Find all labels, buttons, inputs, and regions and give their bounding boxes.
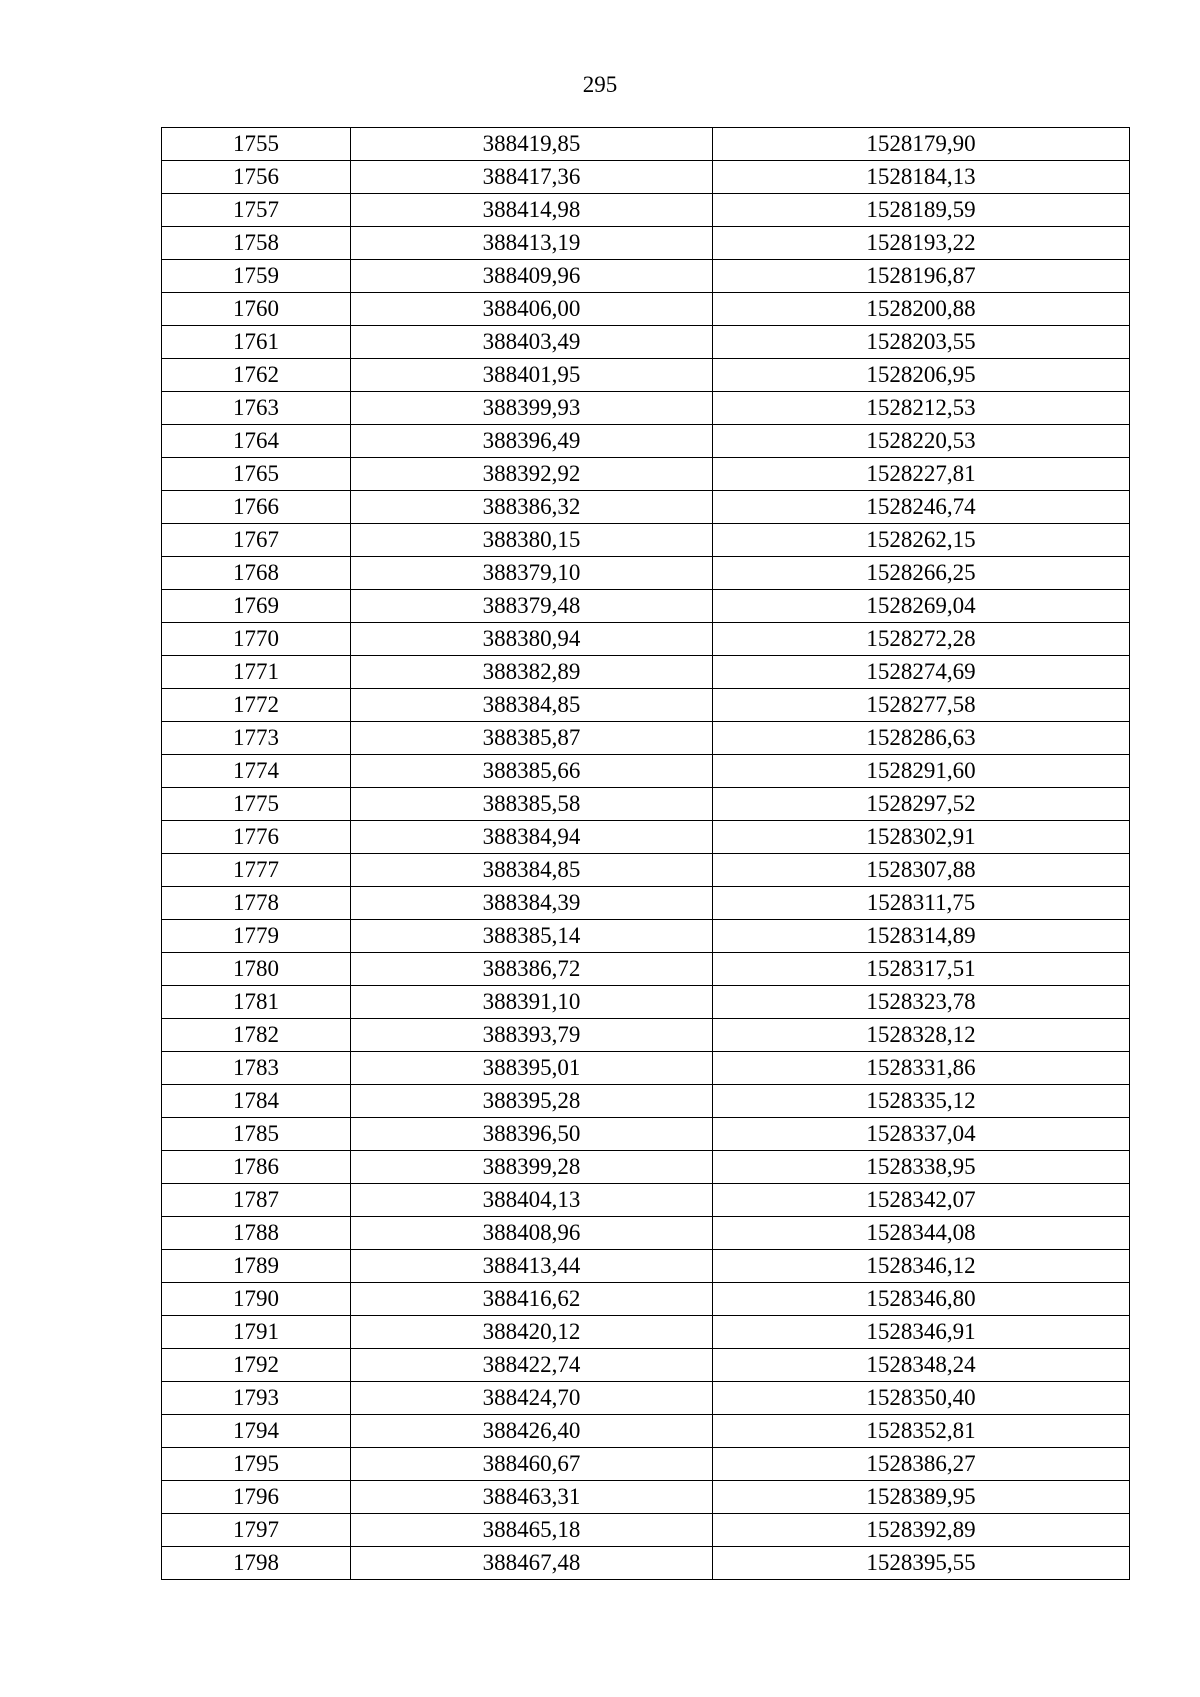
table-row bbox=[162, 1547, 1130, 1580]
table-row bbox=[162, 1415, 1130, 1448]
table-row bbox=[162, 887, 1130, 920]
y-coordinate-cell: 1528307,88 bbox=[713, 854, 1130, 887]
y-coordinate-cell: 1528348,24 bbox=[713, 1349, 1130, 1382]
point-number-cell: 1777 bbox=[162, 854, 351, 887]
table-row bbox=[162, 1118, 1130, 1151]
y-coordinate-cell: 1528350,40 bbox=[713, 1382, 1130, 1415]
table-row bbox=[162, 920, 1130, 953]
point-number-cell: 1787 bbox=[162, 1184, 351, 1217]
y-coordinate-cell: 1528179,90 bbox=[713, 128, 1130, 161]
table-row bbox=[162, 1349, 1130, 1382]
x-coordinate-cell: 388392,92 bbox=[351, 458, 713, 491]
y-coordinate-cell: 1528274,69 bbox=[713, 656, 1130, 689]
x-coordinate-cell: 388384,39 bbox=[351, 887, 713, 920]
y-coordinate-cell: 1528196,87 bbox=[713, 260, 1130, 293]
table-row bbox=[162, 425, 1130, 458]
x-coordinate-cell: 388409,96 bbox=[351, 260, 713, 293]
x-coordinate-cell: 388424,70 bbox=[351, 1382, 713, 1415]
x-coordinate-cell: 388380,94 bbox=[351, 623, 713, 656]
y-coordinate-cell: 1528200,88 bbox=[713, 293, 1130, 326]
y-coordinate-cell: 1528337,04 bbox=[713, 1118, 1130, 1151]
x-coordinate-cell: 388404,13 bbox=[351, 1184, 713, 1217]
point-number-cell: 1761 bbox=[162, 326, 351, 359]
x-coordinate-cell: 388385,14 bbox=[351, 920, 713, 953]
point-number-cell: 1758 bbox=[162, 227, 351, 260]
table-row bbox=[162, 1448, 1130, 1481]
point-number-cell: 1789 bbox=[162, 1250, 351, 1283]
table-row bbox=[162, 128, 1130, 161]
y-coordinate-cell: 1528302,91 bbox=[713, 821, 1130, 854]
point-number-cell: 1779 bbox=[162, 920, 351, 953]
x-coordinate-cell: 388384,94 bbox=[351, 821, 713, 854]
point-number-cell: 1755 bbox=[162, 128, 351, 161]
table-row bbox=[162, 524, 1130, 557]
point-number-cell: 1757 bbox=[162, 194, 351, 227]
table-row bbox=[162, 986, 1130, 1019]
point-number-cell: 1760 bbox=[162, 293, 351, 326]
point-number-cell: 1770 bbox=[162, 623, 351, 656]
x-coordinate-cell: 388401,95 bbox=[351, 359, 713, 392]
point-number-cell: 1759 bbox=[162, 260, 351, 293]
y-coordinate-cell: 1528389,95 bbox=[713, 1481, 1130, 1514]
y-coordinate-cell: 1528386,27 bbox=[713, 1448, 1130, 1481]
y-coordinate-cell: 1528392,89 bbox=[713, 1514, 1130, 1547]
point-number-cell: 1797 bbox=[162, 1514, 351, 1547]
x-coordinate-cell: 388384,85 bbox=[351, 854, 713, 887]
point-number-cell: 1795 bbox=[162, 1448, 351, 1481]
point-number-cell: 1765 bbox=[162, 458, 351, 491]
y-coordinate-cell: 1528317,51 bbox=[713, 953, 1130, 986]
point-number-cell: 1778 bbox=[162, 887, 351, 920]
x-coordinate-cell: 388395,01 bbox=[351, 1052, 713, 1085]
table-row bbox=[162, 458, 1130, 491]
point-number-cell: 1790 bbox=[162, 1283, 351, 1316]
table-row bbox=[162, 1217, 1130, 1250]
point-number-cell: 1783 bbox=[162, 1052, 351, 1085]
table-row bbox=[162, 293, 1130, 326]
y-coordinate-cell: 1528331,86 bbox=[713, 1052, 1130, 1085]
table-row bbox=[162, 161, 1130, 194]
table-row bbox=[162, 1019, 1130, 1052]
y-coordinate-cell: 1528338,95 bbox=[713, 1151, 1130, 1184]
coordinates-table-body bbox=[162, 128, 1130, 1580]
point-number-cell: 1767 bbox=[162, 524, 351, 557]
point-number-cell: 1769 bbox=[162, 590, 351, 623]
x-coordinate-cell: 388426,40 bbox=[351, 1415, 713, 1448]
point-number-cell: 1775 bbox=[162, 788, 351, 821]
x-coordinate-cell: 388414,98 bbox=[351, 194, 713, 227]
point-number-cell: 1764 bbox=[162, 425, 351, 458]
x-coordinate-cell: 388408,96 bbox=[351, 1217, 713, 1250]
x-coordinate-cell: 388465,18 bbox=[351, 1514, 713, 1547]
table-row bbox=[162, 1151, 1130, 1184]
y-coordinate-cell: 1528220,53 bbox=[713, 425, 1130, 458]
x-coordinate-cell: 388385,87 bbox=[351, 722, 713, 755]
y-coordinate-cell: 1528203,55 bbox=[713, 326, 1130, 359]
table-row bbox=[162, 359, 1130, 392]
point-number-cell: 1782 bbox=[162, 1019, 351, 1052]
x-coordinate-cell: 388422,74 bbox=[351, 1349, 713, 1382]
y-coordinate-cell: 1528193,22 bbox=[713, 227, 1130, 260]
y-coordinate-cell: 1528344,08 bbox=[713, 1217, 1130, 1250]
point-number-cell: 1776 bbox=[162, 821, 351, 854]
x-coordinate-cell: 388406,00 bbox=[351, 293, 713, 326]
x-coordinate-cell: 388384,85 bbox=[351, 689, 713, 722]
point-number-cell: 1784 bbox=[162, 1085, 351, 1118]
x-coordinate-cell: 388385,58 bbox=[351, 788, 713, 821]
table-row bbox=[162, 491, 1130, 524]
y-coordinate-cell: 1528342,07 bbox=[713, 1184, 1130, 1217]
y-coordinate-cell: 1528262,15 bbox=[713, 524, 1130, 557]
y-coordinate-cell: 1528266,25 bbox=[713, 557, 1130, 590]
table-row bbox=[162, 260, 1130, 293]
point-number-cell: 1774 bbox=[162, 755, 351, 788]
point-number-cell: 1788 bbox=[162, 1217, 351, 1250]
point-number-cell: 1763 bbox=[162, 392, 351, 425]
table-row bbox=[162, 755, 1130, 788]
y-coordinate-cell: 1528346,12 bbox=[713, 1250, 1130, 1283]
table-row bbox=[162, 1052, 1130, 1085]
table-row bbox=[162, 953, 1130, 986]
point-number-cell: 1791 bbox=[162, 1316, 351, 1349]
y-coordinate-cell: 1528246,74 bbox=[713, 491, 1130, 524]
y-coordinate-cell: 1528346,91 bbox=[713, 1316, 1130, 1349]
x-coordinate-cell: 388467,48 bbox=[351, 1547, 713, 1580]
y-coordinate-cell: 1528189,59 bbox=[713, 194, 1130, 227]
point-number-cell: 1756 bbox=[162, 161, 351, 194]
table-row bbox=[162, 1184, 1130, 1217]
y-coordinate-cell: 1528272,28 bbox=[713, 623, 1130, 656]
y-coordinate-cell: 1528352,81 bbox=[713, 1415, 1130, 1448]
x-coordinate-cell: 388460,67 bbox=[351, 1448, 713, 1481]
table-row bbox=[162, 1085, 1130, 1118]
y-coordinate-cell: 1528291,60 bbox=[713, 755, 1130, 788]
x-coordinate-cell: 388419,85 bbox=[351, 128, 713, 161]
point-number-cell: 1762 bbox=[162, 359, 351, 392]
x-coordinate-cell: 388413,19 bbox=[351, 227, 713, 260]
x-coordinate-cell: 388413,44 bbox=[351, 1250, 713, 1283]
table-row bbox=[162, 1382, 1130, 1415]
x-coordinate-cell: 388416,62 bbox=[351, 1283, 713, 1316]
y-coordinate-cell: 1528328,12 bbox=[713, 1019, 1130, 1052]
y-coordinate-cell: 1528286,63 bbox=[713, 722, 1130, 755]
x-coordinate-cell: 388399,93 bbox=[351, 392, 713, 425]
point-number-cell: 1781 bbox=[162, 986, 351, 1019]
x-coordinate-cell: 388396,49 bbox=[351, 425, 713, 458]
point-number-cell: 1796 bbox=[162, 1481, 351, 1514]
point-number-cell: 1780 bbox=[162, 953, 351, 986]
x-coordinate-cell: 388382,89 bbox=[351, 656, 713, 689]
table-row bbox=[162, 194, 1130, 227]
x-coordinate-cell: 388386,72 bbox=[351, 953, 713, 986]
y-coordinate-cell: 1528206,95 bbox=[713, 359, 1130, 392]
x-coordinate-cell: 388396,50 bbox=[351, 1118, 713, 1151]
point-number-cell: 1792 bbox=[162, 1349, 351, 1382]
point-number-cell: 1773 bbox=[162, 722, 351, 755]
table-row bbox=[162, 656, 1130, 689]
x-coordinate-cell: 388463,31 bbox=[351, 1481, 713, 1514]
y-coordinate-cell: 1528335,12 bbox=[713, 1085, 1130, 1118]
y-coordinate-cell: 1528277,58 bbox=[713, 689, 1130, 722]
point-number-cell: 1771 bbox=[162, 656, 351, 689]
x-coordinate-cell: 388379,48 bbox=[351, 590, 713, 623]
y-coordinate-cell: 1528227,81 bbox=[713, 458, 1130, 491]
y-coordinate-cell: 1528323,78 bbox=[713, 986, 1130, 1019]
table-row bbox=[162, 557, 1130, 590]
table-row bbox=[162, 590, 1130, 623]
y-coordinate-cell: 1528346,80 bbox=[713, 1283, 1130, 1316]
table-row bbox=[162, 227, 1130, 260]
y-coordinate-cell: 1528297,52 bbox=[713, 788, 1130, 821]
y-coordinate-cell: 1528311,75 bbox=[713, 887, 1130, 920]
x-coordinate-cell: 388420,12 bbox=[351, 1316, 713, 1349]
page-number: 295 bbox=[582, 72, 618, 97]
point-number-cell: 1772 bbox=[162, 689, 351, 722]
table-row bbox=[162, 326, 1130, 359]
table-row bbox=[162, 1481, 1130, 1514]
point-number-cell: 1768 bbox=[162, 557, 351, 590]
x-coordinate-cell: 388403,49 bbox=[351, 326, 713, 359]
x-coordinate-cell: 388417,36 bbox=[351, 161, 713, 194]
table-row bbox=[162, 854, 1130, 887]
point-number-cell: 1794 bbox=[162, 1415, 351, 1448]
x-coordinate-cell: 388380,15 bbox=[351, 524, 713, 557]
point-number-cell: 1785 bbox=[162, 1118, 351, 1151]
point-number-cell: 1766 bbox=[162, 491, 351, 524]
point-number-cell: 1798 bbox=[162, 1547, 351, 1580]
y-coordinate-cell: 1528395,55 bbox=[713, 1547, 1130, 1580]
point-number-cell: 1786 bbox=[162, 1151, 351, 1184]
table-row bbox=[162, 1283, 1130, 1316]
table-row bbox=[162, 1514, 1130, 1547]
x-coordinate-cell: 388385,66 bbox=[351, 755, 713, 788]
table-row bbox=[162, 689, 1130, 722]
table-row bbox=[162, 788, 1130, 821]
table-row bbox=[162, 1250, 1130, 1283]
y-coordinate-cell: 1528314,89 bbox=[713, 920, 1130, 953]
x-coordinate-cell: 388391,10 bbox=[351, 986, 713, 1019]
table-row bbox=[162, 722, 1130, 755]
coordinates-table bbox=[161, 127, 1130, 1580]
table-row bbox=[162, 1316, 1130, 1349]
x-coordinate-cell: 388393,79 bbox=[351, 1019, 713, 1052]
table-row bbox=[162, 821, 1130, 854]
y-coordinate-cell: 1528212,53 bbox=[713, 392, 1130, 425]
y-coordinate-cell: 1528269,04 bbox=[713, 590, 1130, 623]
x-coordinate-cell: 388386,32 bbox=[351, 491, 713, 524]
y-coordinate-cell: 1528184,13 bbox=[713, 161, 1130, 194]
x-coordinate-cell: 388395,28 bbox=[351, 1085, 713, 1118]
table-row bbox=[162, 623, 1130, 656]
x-coordinate-cell: 388379,10 bbox=[351, 557, 713, 590]
table-row bbox=[162, 392, 1130, 425]
x-coordinate-cell: 388399,28 bbox=[351, 1151, 713, 1184]
point-number-cell: 1793 bbox=[162, 1382, 351, 1415]
